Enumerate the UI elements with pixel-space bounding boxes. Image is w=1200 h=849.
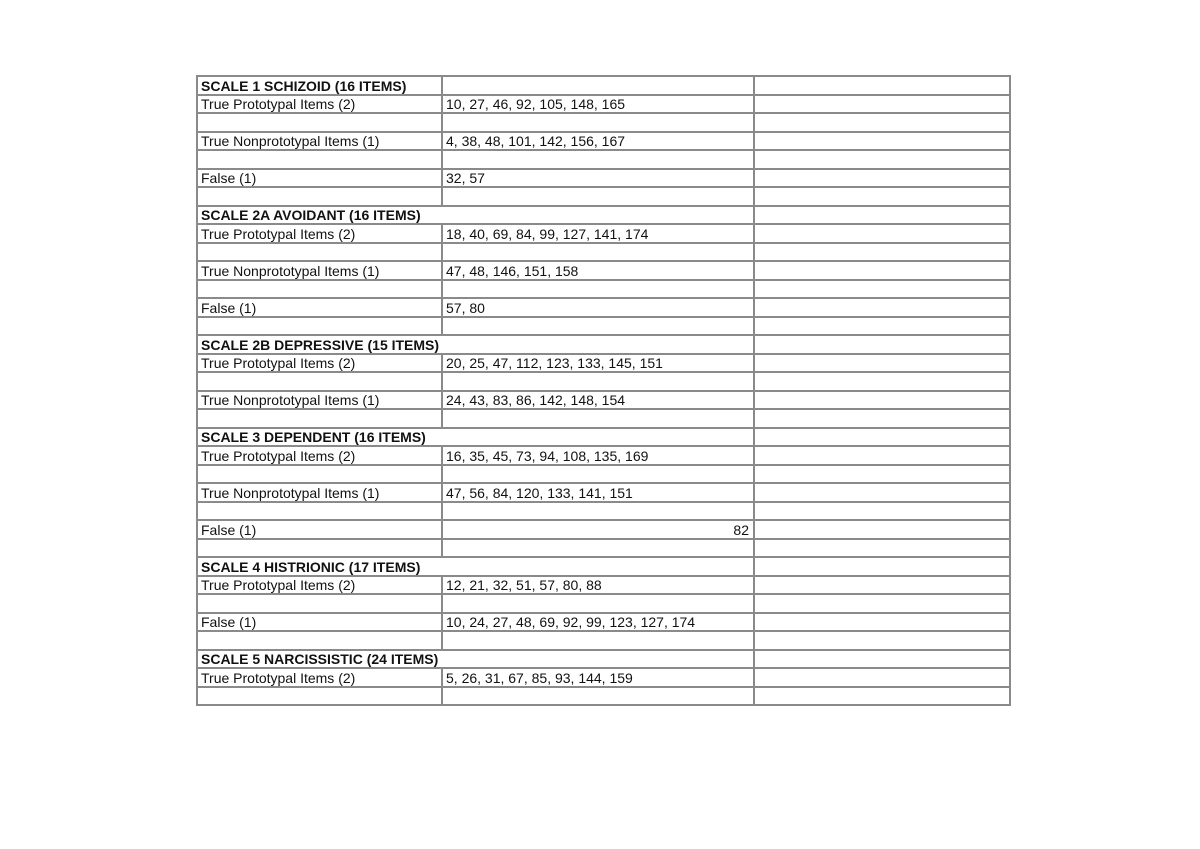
empty-cell[interactable]	[754, 650, 1010, 669]
item-category-cell[interactable]: False (1)	[197, 613, 442, 632]
blank-row	[197, 631, 1010, 650]
item-numbers-cell[interactable]: 20, 25, 47, 112, 123, 133, 145, 151	[442, 354, 754, 373]
item-numbers-cell[interactable]: 32, 57	[442, 169, 754, 188]
scale-title-cell[interactable]: SCALE 4 HISTRIONIC (17 ITEMS)	[197, 557, 442, 576]
item-numbers-cell[interactable]	[442, 594, 754, 613]
item-numbers-cell[interactable]: 4, 38, 48, 101, 142, 156, 167	[442, 132, 754, 151]
item-numbers-cell[interactable]	[442, 280, 754, 299]
empty-cell[interactable]	[754, 409, 1010, 428]
item-numbers-cell[interactable]	[442, 335, 754, 354]
item-category-cell[interactable]: True Nonprototypal Items (1)	[197, 261, 442, 280]
empty-cell[interactable]	[754, 446, 1010, 465]
table-body	[197, 76, 1010, 705]
empty-cell[interactable]	[754, 372, 1010, 391]
scale-header-row	[197, 335, 1010, 354]
item-numbers-cell[interactable]	[442, 428, 754, 447]
item-category-cell[interactable]: False (1)	[197, 520, 442, 539]
item-category-cell[interactable]	[197, 317, 442, 336]
item-category-cell[interactable]: False (1)	[197, 298, 442, 317]
item-category-cell[interactable]: False (1)	[197, 169, 442, 188]
empty-cell[interactable]	[754, 187, 1010, 206]
item-category-cell[interactable]: True Prototypal Items (2)	[197, 224, 442, 243]
empty-cell[interactable]	[754, 224, 1010, 243]
table-row	[197, 391, 1010, 410]
item-numbers-cell[interactable]	[442, 150, 754, 169]
item-category-cell[interactable]: True Prototypal Items (2)	[197, 668, 442, 687]
item-numbers-cell[interactable]	[442, 243, 754, 262]
scale-title-cell[interactable]: SCALE 2A AVOIDANT (16 ITEMS)	[197, 206, 442, 225]
item-numbers-cell[interactable]	[442, 687, 754, 706]
scale-header-row	[197, 76, 1010, 95]
table-row	[197, 668, 1010, 687]
table-row	[197, 354, 1010, 373]
empty-cell[interactable]	[754, 465, 1010, 484]
item-category-cell[interactable]	[197, 113, 442, 132]
item-category-cell[interactable]: True Prototypal Items (2)	[197, 95, 442, 114]
empty-cell[interactable]	[754, 95, 1010, 114]
item-numbers-cell[interactable]: 12, 21, 32, 51, 57, 80, 88	[442, 576, 754, 595]
item-category-cell[interactable]: True Nonprototypal Items (1)	[197, 483, 442, 502]
table-row	[197, 613, 1010, 632]
item-category-cell[interactable]	[197, 502, 442, 521]
empty-cell[interactable]	[754, 520, 1010, 539]
item-category-cell[interactable]	[197, 687, 442, 706]
empty-cell[interactable]	[754, 206, 1010, 225]
blank-row	[197, 539, 1010, 558]
item-numbers-cell[interactable]	[442, 465, 754, 484]
scale-title-cell[interactable]: SCALE 5 NARCISSISTIC (24 ITEMS)	[197, 650, 442, 669]
table-row	[197, 261, 1010, 280]
item-numbers-cell[interactable]: 10, 24, 27, 48, 69, 92, 99, 123, 127, 174	[442, 613, 754, 632]
table-row	[197, 169, 1010, 188]
blank-row	[197, 113, 1010, 132]
item-numbers-cell[interactable]: 47, 48, 146, 151, 158	[442, 261, 754, 280]
scale-title-cell[interactable]: SCALE 1 SCHIZOID (16 ITEMS)	[197, 76, 442, 95]
empty-cell[interactable]	[754, 113, 1010, 132]
empty-cell[interactable]	[754, 576, 1010, 595]
table-row	[197, 520, 1010, 539]
table-row	[197, 483, 1010, 502]
blank-row	[197, 687, 1010, 706]
scale-items-table	[196, 75, 1011, 706]
item-category-cell[interactable]: True Prototypal Items (2)	[197, 576, 442, 595]
empty-cell[interactable]	[754, 613, 1010, 632]
item-category-cell[interactable]	[197, 187, 442, 206]
item-category-cell[interactable]: True Prototypal Items (2)	[197, 446, 442, 465]
item-category-cell[interactable]	[197, 372, 442, 391]
empty-cell[interactable]	[754, 261, 1010, 280]
item-category-cell[interactable]	[197, 280, 442, 299]
blank-row	[197, 465, 1010, 484]
empty-cell[interactable]	[754, 557, 1010, 576]
empty-cell[interactable]	[754, 76, 1010, 95]
item-category-cell[interactable]	[197, 631, 442, 650]
empty-cell[interactable]	[754, 483, 1010, 502]
empty-cell[interactable]	[754, 631, 1010, 650]
item-numbers-cell[interactable]	[442, 76, 754, 95]
item-category-cell[interactable]	[197, 465, 442, 484]
empty-cell[interactable]	[754, 668, 1010, 687]
item-numbers-cell[interactable]	[442, 187, 754, 206]
empty-cell[interactable]	[754, 687, 1010, 706]
item-numbers-cell[interactable]: 82	[442, 520, 754, 539]
table-row	[197, 298, 1010, 317]
item-numbers-cell[interactable]	[442, 317, 754, 336]
table-row	[197, 95, 1010, 114]
empty-cell[interactable]	[754, 391, 1010, 410]
scale-header-row	[197, 428, 1010, 447]
item-numbers-cell[interactable]	[442, 409, 754, 428]
item-numbers-cell[interactable]	[442, 539, 754, 558]
empty-cell[interactable]	[754, 594, 1010, 613]
empty-cell[interactable]	[754, 132, 1010, 151]
item-category-cell[interactable]	[197, 539, 442, 558]
item-numbers-cell[interactable]	[442, 502, 754, 521]
empty-cell[interactable]	[754, 280, 1010, 299]
scale-header-row	[197, 557, 1010, 576]
blank-row	[197, 372, 1010, 391]
scale-header-row	[197, 206, 1010, 225]
item-category-cell[interactable]: True Prototypal Items (2)	[197, 354, 442, 373]
empty-cell[interactable]	[754, 150, 1010, 169]
blank-row	[197, 280, 1010, 299]
item-numbers-cell[interactable]	[442, 650, 754, 669]
item-numbers-cell[interactable]	[442, 557, 754, 576]
item-category-cell[interactable]	[197, 409, 442, 428]
scale-title-cell[interactable]: SCALE 2B DEPRESSIVE (15 ITEMS)	[197, 335, 442, 354]
item-numbers-cell[interactable]: 16, 35, 45, 73, 94, 108, 135, 169	[442, 446, 754, 465]
blank-row	[197, 187, 1010, 206]
empty-cell[interactable]	[754, 354, 1010, 373]
item-numbers-cell[interactable]	[442, 113, 754, 132]
empty-cell[interactable]	[754, 335, 1010, 354]
empty-cell[interactable]	[754, 539, 1010, 558]
blank-row	[197, 594, 1010, 613]
blank-row	[197, 317, 1010, 336]
item-numbers-cell[interactable]: 57, 80	[442, 298, 754, 317]
empty-cell[interactable]	[754, 298, 1010, 317]
item-numbers-cell[interactable]	[442, 372, 754, 391]
table-row	[197, 446, 1010, 465]
item-numbers-cell[interactable]	[442, 206, 754, 225]
table-row	[197, 576, 1010, 595]
blank-row	[197, 150, 1010, 169]
item-category-cell[interactable]	[197, 594, 442, 613]
item-numbers-cell[interactable]: 18, 40, 69, 84, 99, 127, 141, 174	[442, 224, 754, 243]
item-category-cell[interactable]: True Nonprototypal Items (1)	[197, 132, 442, 151]
scale-title-cell[interactable]: SCALE 3 DEPENDENT (16 ITEMS)	[197, 428, 442, 447]
item-numbers-cell[interactable]: 10, 27, 46, 92, 105, 148, 165	[442, 95, 754, 114]
empty-cell[interactable]	[754, 428, 1010, 447]
blank-row	[197, 243, 1010, 262]
item-category-cell[interactable]: True Nonprototypal Items (1)	[197, 391, 442, 410]
item-category-cell[interactable]	[197, 150, 442, 169]
item-numbers-cell[interactable]	[442, 631, 754, 650]
blank-row	[197, 409, 1010, 428]
table-row	[197, 132, 1010, 151]
empty-cell[interactable]	[754, 317, 1010, 336]
item-numbers-cell[interactable]: 47, 56, 84, 120, 133, 141, 151	[442, 483, 754, 502]
empty-cell[interactable]	[754, 169, 1010, 188]
table-row	[197, 224, 1010, 243]
blank-row	[197, 502, 1010, 521]
empty-cell[interactable]	[754, 243, 1010, 262]
item-numbers-cell[interactable]: 24, 43, 83, 86, 142, 148, 154	[442, 391, 754, 410]
empty-cell[interactable]	[754, 502, 1010, 521]
scale-header-row	[197, 650, 1010, 669]
item-numbers-cell[interactable]: 5, 26, 31, 67, 85, 93, 144, 159	[442, 668, 754, 687]
item-category-cell[interactable]	[197, 243, 442, 262]
